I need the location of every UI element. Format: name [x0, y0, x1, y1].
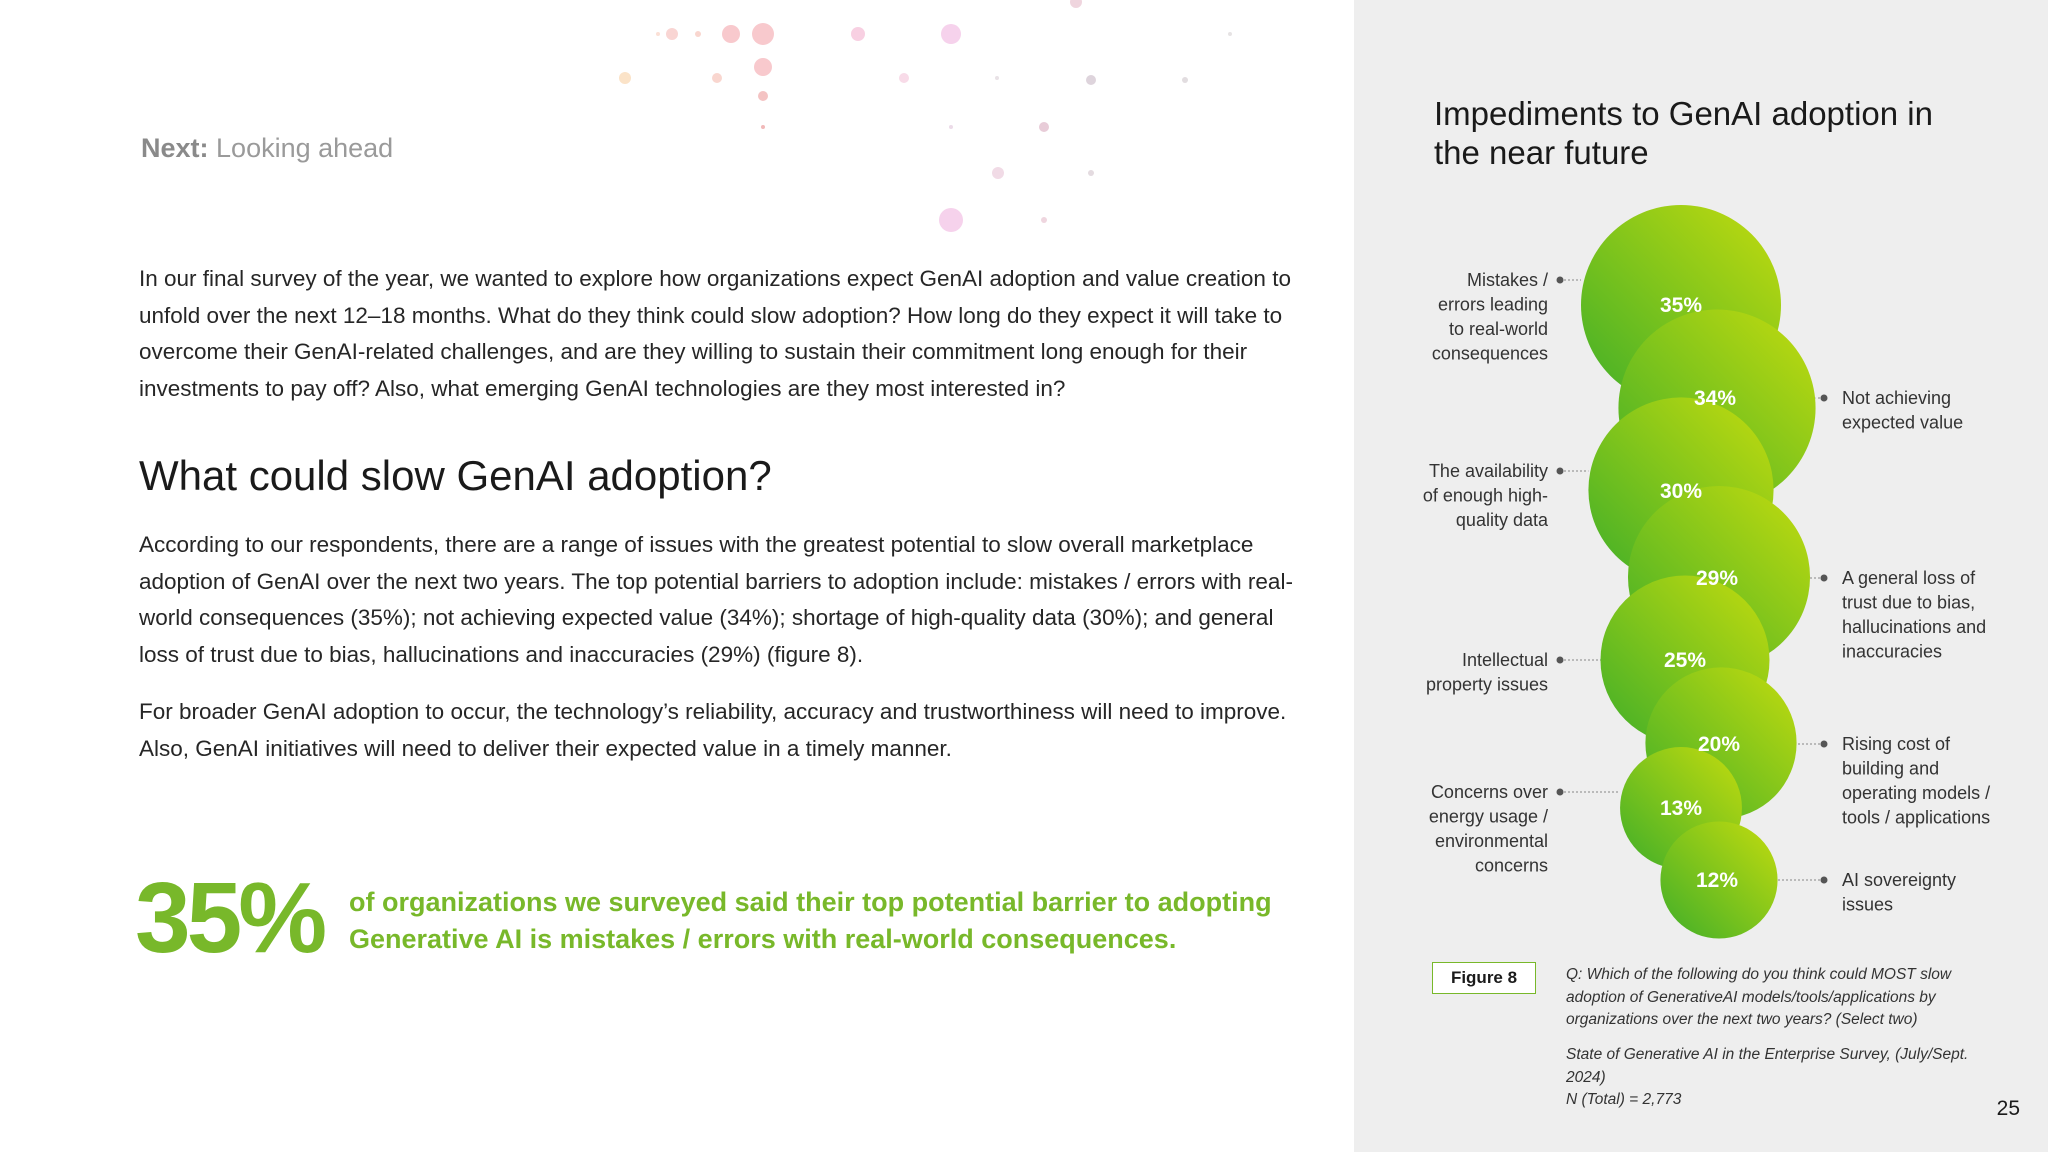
body-paragraph-1: According to our respondents, there are a range of issues with the greatest potential to slow overall marketplace adoption of GenAI over the next two years. The top potential barriers to adoption include: mistakes / errors with real-world consequences (35%); not achieving expected value (34%); shortage of high-quality data (30%); and general loss of trust due to bias, hallucinations and inaccuracies (29%) (figure 8). [139, 532, 1293, 667]
bubble-value-3: 30% [1659, 480, 1703, 503]
figure-badge: Figure 8 [1432, 962, 1536, 994]
source-line-1: State of Generative AI in the Enterprise Survey, (July/Sept. 2024) [1566, 1046, 1969, 1086]
intro-paragraph: In our final survey of the year, we wanted to explore how organizations expect GenAI adoption and value creation to unfold over the next 12–18 months. What do they think could slow adoption? How long do they expect it will take to overcome their GenAI-related challenges, and are they willing to sustain their commitment long enough for their investments to pay off? Also, what emerging GenAI technologies are they most interested in? [139, 266, 1291, 401]
bubble-value-5: 25% [1663, 649, 1707, 672]
section-title: What could slow GenAI adoption? [139, 452, 772, 499]
bubble-value-4: 29% [1695, 567, 1739, 590]
bubble-label-8: AI sovereignty issues [1842, 870, 1957, 915]
bubble-value-6: 20% [1697, 733, 1741, 756]
bubble-label-6: Rising cost of building and operating models / tools / applications [1842, 734, 1991, 828]
bubble-chart [1354, 0, 2048, 960]
next-label: Looking ahead [216, 133, 394, 163]
bubble-label-4: A general loss of trust due to bias, hallucinations and inaccuracies [1842, 568, 1987, 662]
bubble-value-7: 13% [1659, 797, 1703, 820]
bubble-value-1: 35% [1659, 294, 1703, 317]
survey-source [1566, 1044, 2011, 1112]
next-prefix: Next: [141, 133, 209, 163]
chart-title: Impediments to GenAI adoption in the near future [1434, 95, 1933, 171]
bubble-value-2: 34% [1693, 387, 1737, 410]
connector-dot-1 [1557, 277, 1564, 284]
bubble-label-7: Concerns over energy usage / environmental concerns [1428, 782, 1548, 876]
bubble-label-3: The availability of enough high-quality data [1422, 461, 1548, 530]
callout-text: of organizations we surveyed said their top potential barrier to adopting Generative AI is mistakes / errors with real-world consequences. [349, 887, 1272, 954]
bubble-label-1: Mistakes / errors leading to real-world consequences [1431, 270, 1548, 364]
bubble-value-8: 12% [1695, 869, 1739, 892]
connector-dot-4 [1821, 575, 1828, 582]
connector-dot-8 [1821, 877, 1828, 884]
callout-stat: 35% [135, 862, 324, 974]
body-paragraph-2: For broader GenAI adoption to occur, the technology’s reliability, accuracy and trustworthiness will need to improve. Also, GenAI initiatives will need to deliver their expected value in a timely manner. [139, 699, 1287, 761]
survey-question: Q: Which of the following do you think could MOST slow adoption of GenerativeAI models/tools/applications by organizations over the next two years? (Select two) [1566, 966, 1952, 1028]
source-line-2: N (Total) = 2,773 [1566, 1091, 1682, 1108]
decorative-dots [600, 0, 1260, 240]
connector-dot-5 [1557, 657, 1564, 664]
connector-dot-3 [1557, 468, 1564, 475]
connector-dot-7 [1557, 789, 1564, 796]
connector-dot-2 [1821, 395, 1828, 402]
bubble-label-5: Intellectual property issues [1425, 650, 1548, 695]
page-number: 25 [1996, 1097, 2020, 1120]
bubble-label-2: Not achieving expected value [1842, 388, 1964, 433]
connector-dot-6 [1821, 741, 1828, 748]
next-section-link[interactable] [141, 133, 393, 164]
